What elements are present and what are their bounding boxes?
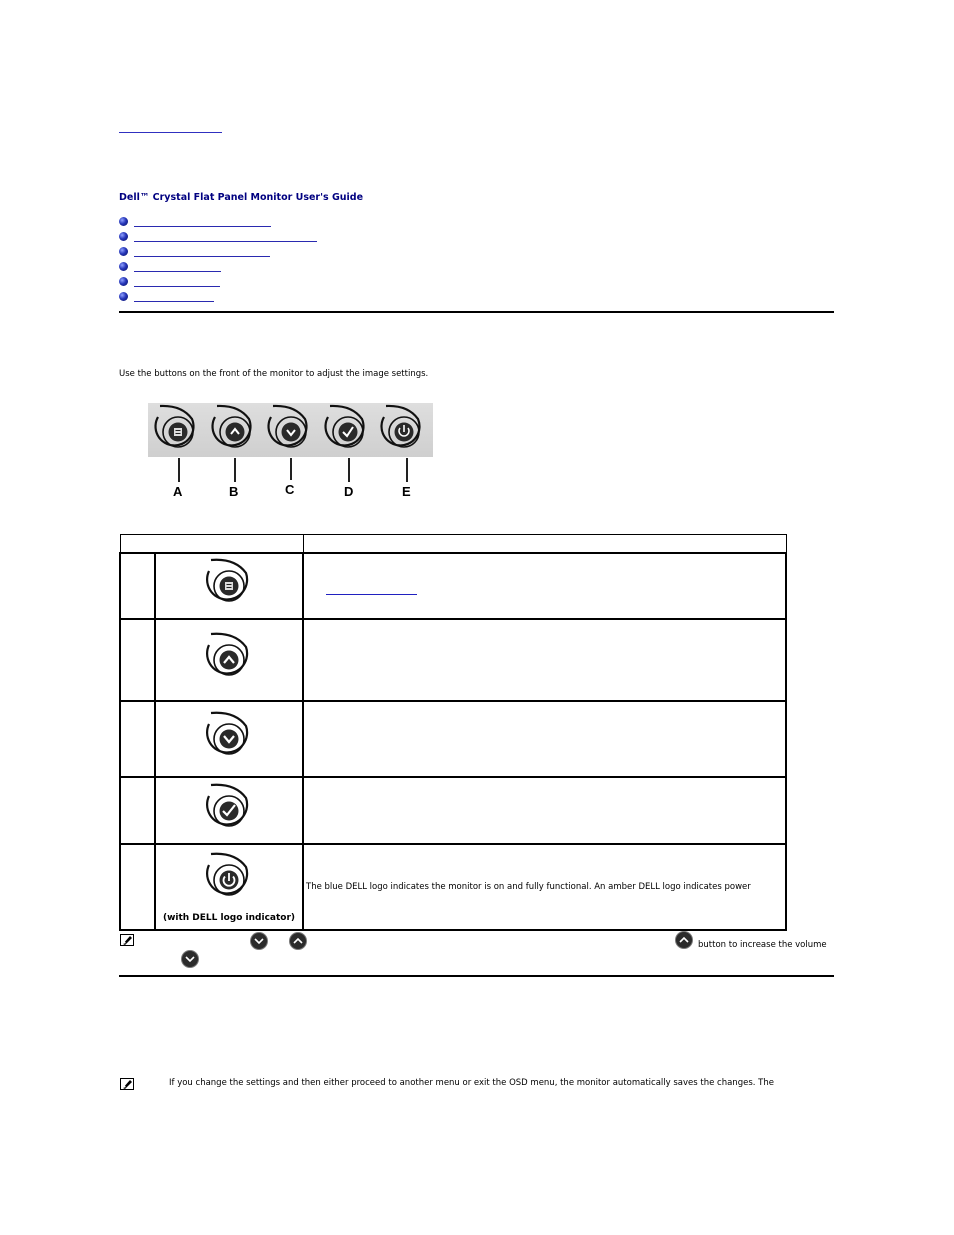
table-icon-cell bbox=[155, 553, 303, 619]
table-row bbox=[120, 619, 786, 701]
button-table bbox=[119, 534, 787, 931]
strip-label-e: E bbox=[402, 484, 411, 499]
up-arrow-icon bbox=[201, 631, 257, 685]
table-cell bbox=[120, 619, 155, 701]
table-desc-cell bbox=[303, 777, 786, 844]
check-icon bbox=[201, 782, 257, 836]
label-stem bbox=[406, 458, 408, 482]
bullet-icon bbox=[119, 292, 128, 301]
nav-link-4[interactable] bbox=[134, 271, 221, 272]
strip-label-c: C bbox=[285, 482, 295, 497]
osd-menu-link[interactable] bbox=[326, 592, 417, 595]
section-divider bbox=[119, 975, 834, 977]
nav-link-2[interactable] bbox=[134, 241, 317, 242]
nav-link-6[interactable] bbox=[134, 301, 214, 302]
table-cell bbox=[120, 553, 155, 619]
table-icon-cell bbox=[155, 777, 303, 844]
table-cell bbox=[120, 844, 155, 930]
volume-note-text: button to increase the volume bbox=[698, 940, 827, 950]
note-icon bbox=[120, 1078, 134, 1090]
up-arrow-icon bbox=[213, 406, 251, 447]
label-stem bbox=[348, 458, 350, 482]
bullet-icon bbox=[119, 247, 128, 256]
down-arrow-icon bbox=[269, 406, 307, 447]
table-row bbox=[120, 844, 786, 930]
note-icon bbox=[120, 934, 134, 946]
bullet-icon bbox=[119, 262, 128, 271]
label-stem bbox=[290, 458, 292, 480]
menu-icon bbox=[201, 557, 257, 611]
nav-link-1[interactable] bbox=[134, 226, 271, 227]
table-row bbox=[120, 701, 786, 777]
button-strip-image bbox=[148, 403, 433, 457]
guide-title: Dell™ Crystal Flat Panel Monitor User's Guide bbox=[119, 192, 364, 203]
table-desc-cell bbox=[303, 701, 786, 777]
strip-label-d: D bbox=[344, 484, 354, 499]
power-icon bbox=[201, 851, 257, 905]
strip-label-a: A bbox=[173, 484, 183, 499]
top-link[interactable] bbox=[119, 118, 222, 133]
table-icon-cell bbox=[155, 619, 303, 701]
down-arrow-icon bbox=[251, 933, 267, 949]
table-desc-cell bbox=[303, 619, 786, 701]
table-desc-cell bbox=[303, 553, 786, 619]
label-stem bbox=[234, 458, 236, 482]
menu-icon bbox=[156, 406, 194, 447]
bullet-icon bbox=[119, 217, 128, 226]
label-stem bbox=[178, 458, 180, 482]
check-icon bbox=[326, 406, 364, 447]
up-arrow-icon bbox=[676, 932, 692, 948]
down-arrow-icon bbox=[182, 951, 198, 967]
bullet-icon bbox=[119, 232, 128, 241]
table-row bbox=[120, 777, 786, 844]
table-cell bbox=[120, 701, 155, 777]
table-desc-cell: The blue DELL logo indicates the monitor is on and fully functional. An amber DELL logo indicates power bbox=[303, 844, 786, 930]
strip-label-b: B bbox=[229, 484, 239, 499]
logo-indicator-note: (with DELL logo indicator) bbox=[162, 913, 296, 923]
bullet-icon bbox=[119, 277, 128, 286]
table-icon-cell bbox=[155, 844, 303, 930]
table-cell bbox=[120, 777, 155, 844]
power-icon bbox=[382, 406, 420, 447]
table-header-row bbox=[120, 535, 786, 554]
intro-text: Use the buttons on the front of the monitor to adjust the image settings. bbox=[119, 369, 429, 379]
section-divider bbox=[119, 311, 834, 313]
nav-link-5[interactable] bbox=[134, 286, 220, 287]
button-strip-svg bbox=[148, 403, 433, 457]
nav-link-3[interactable] bbox=[134, 256, 270, 257]
down-arrow-icon bbox=[201, 710, 257, 764]
table-row bbox=[120, 553, 786, 619]
table-header-cell bbox=[120, 535, 303, 554]
table-header-cell bbox=[303, 535, 786, 554]
table-icon-cell bbox=[155, 701, 303, 777]
osd-save-note-text: If you change the settings and then either proceed to another menu or exit the OSD menu, the monitor automatically saves the changes. The bbox=[169, 1078, 774, 1088]
up-arrow-icon bbox=[290, 933, 306, 949]
